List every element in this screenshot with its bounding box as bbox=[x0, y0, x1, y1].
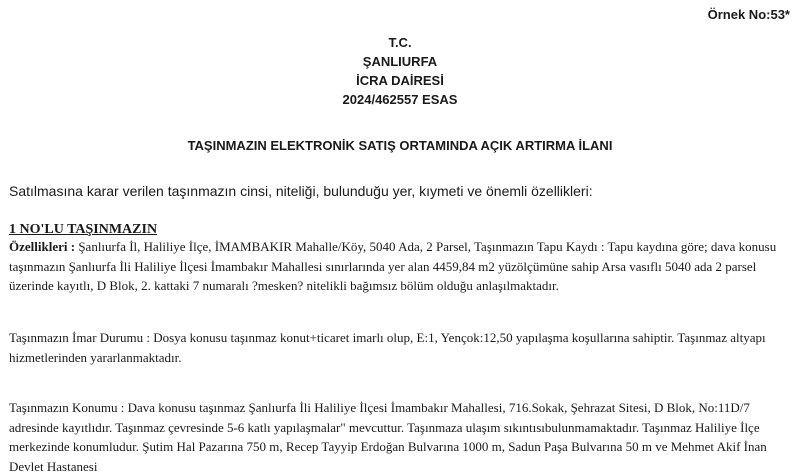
features-text: Şanlıurfa İl, Haliliye İlçe, İMAMBAKIR Mahalle/Köy, 5040 Ada, 2 Parsel, Taşınmazın Tapu Kaydı : Tapu kaydına göre; dava konusu taşınmazın Şanlıurfa İli Haliliye İlçesi İmambakır Mahallesi sınırlarında yer alan 4459,84 m2 yüzölçümüne sahip Arsa vasıflı 5040 ada 2 parsel üzerinde kayıtlı, D Blok, 2. kattaki 7 numaralı ?mesken? nitelikli bağımsız bölüm olduğu anlaşılmaktadır. bbox=[9, 239, 777, 293]
intro-text: Satılmasına karar verilen taşınmazın cinsi, niteliği, bulunduğu yer, kıymeti ve önemli özellikleri: bbox=[9, 183, 593, 199]
header-case-number: 2024/462557 ESAS bbox=[342, 92, 458, 107]
header-city: ŞANLIURFA bbox=[362, 54, 438, 69]
header-office: İCRA DAİRESİ bbox=[356, 73, 444, 88]
features-label: Özellikleri : bbox=[9, 239, 76, 254]
document-header bbox=[0, 33, 800, 109]
features-paragraph bbox=[9, 237, 791, 296]
sample-number: Örnek No:53* bbox=[707, 7, 790, 22]
section-heading: 1 NO'LU TAŞINMAZIN bbox=[9, 222, 158, 237]
header-country: T.C. bbox=[388, 35, 412, 50]
notice-title: TAŞINMAZIN ELEKTRONİK SATIŞ ORTAMINDA AÇIK ARTIRMA İLANI bbox=[187, 138, 613, 153]
location-paragraph: Taşınmazın Konumu : Dava konusu taşınmaz Şanlıurfa İli Haliliye İlçesi İmambakır Mahallesi, 716.Sokak, Şehrazat Sitesi, D Blok, No:11D/7 adresinde kayıtlıdır. Taşınmaz çevresinde 5-6 katlı yapılaşmalar" mevcuttur. Taşınmaza ulaşım sıkıntısıbulunmamaktadır. Taşınmaz Haliliye İlçe merkezinde konumludur. Şutim Hal Pazarına 750 m, Recep Tayyip Erdoğan Bulvarına 1000 m, Sadun Paşa Bulvarına 50 m ve Mehmet Akif İnan Devlet Hastanesi bbox=[9, 400, 767, 474]
zoning-paragraph: Taşınmazın İmar Durumu : Dosya konusu taşınmaz konut+ticaret imarlı olup, E:1, Yençok:12,50 yapılaşma koşullarına sahiptir. Taşınmaz altyapı hizmetlerinden yararlanmaktadır. bbox=[9, 330, 766, 365]
